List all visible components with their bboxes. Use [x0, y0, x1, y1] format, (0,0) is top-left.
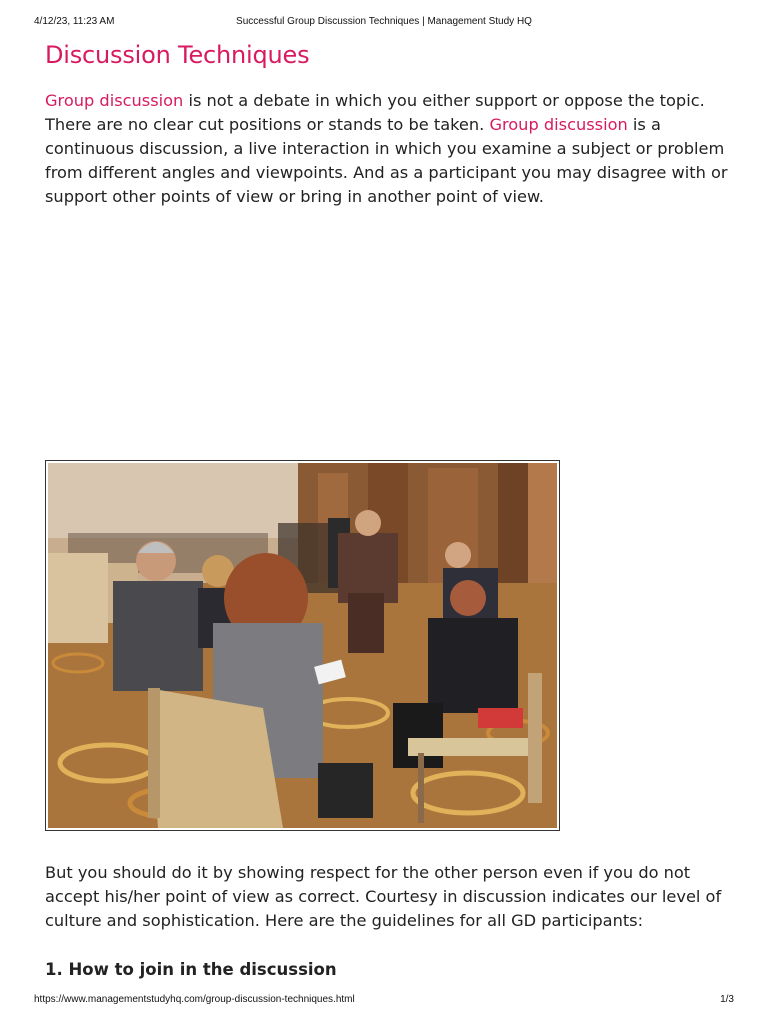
photo-illustration [48, 463, 557, 828]
group-discussion-link-2[interactable]: Group discussion [489, 115, 628, 134]
group-discussion-link[interactable]: Group discussion [45, 91, 184, 110]
article-title: Discussion Techniques [45, 41, 310, 69]
group-discussion-photo [45, 460, 560, 831]
intro-text-part1: is not a debate in which you either support or oppose the topic. There are no clear cut positions or stands to be taken. [45, 91, 705, 134]
print-page-title: Successful Group Discussion Techniques | Management Study HQ [236, 16, 532, 27]
section-heading: 1. How to join in the discussion [45, 960, 337, 979]
intro-paragraph [45, 89, 735, 209]
print-url: https://www.managementstudyhq.com/group-discussion-techniques.html [34, 994, 355, 1005]
guidelines-paragraph: But you should do it by showing respect for the other person even if you do not accept his/her point of view as correct. Courtesy in discussion indicates our level of culture and sophistication. Here are the guidelines for all GD participants: [45, 863, 722, 930]
print-footer [34, 994, 734, 1008]
intro-text-part2: is a continuous discussion, a live interaction in which you examine a subject or problem from different angles and viewpoints. And as a participant you may disagree with or support other points of view or bring in another point of view. [45, 115, 728, 206]
page-indicator: 1/3 [720, 994, 734, 1005]
print-header [34, 16, 734, 30]
print-timestamp: 4/12/23, 11:23 AM [34, 16, 115, 27]
